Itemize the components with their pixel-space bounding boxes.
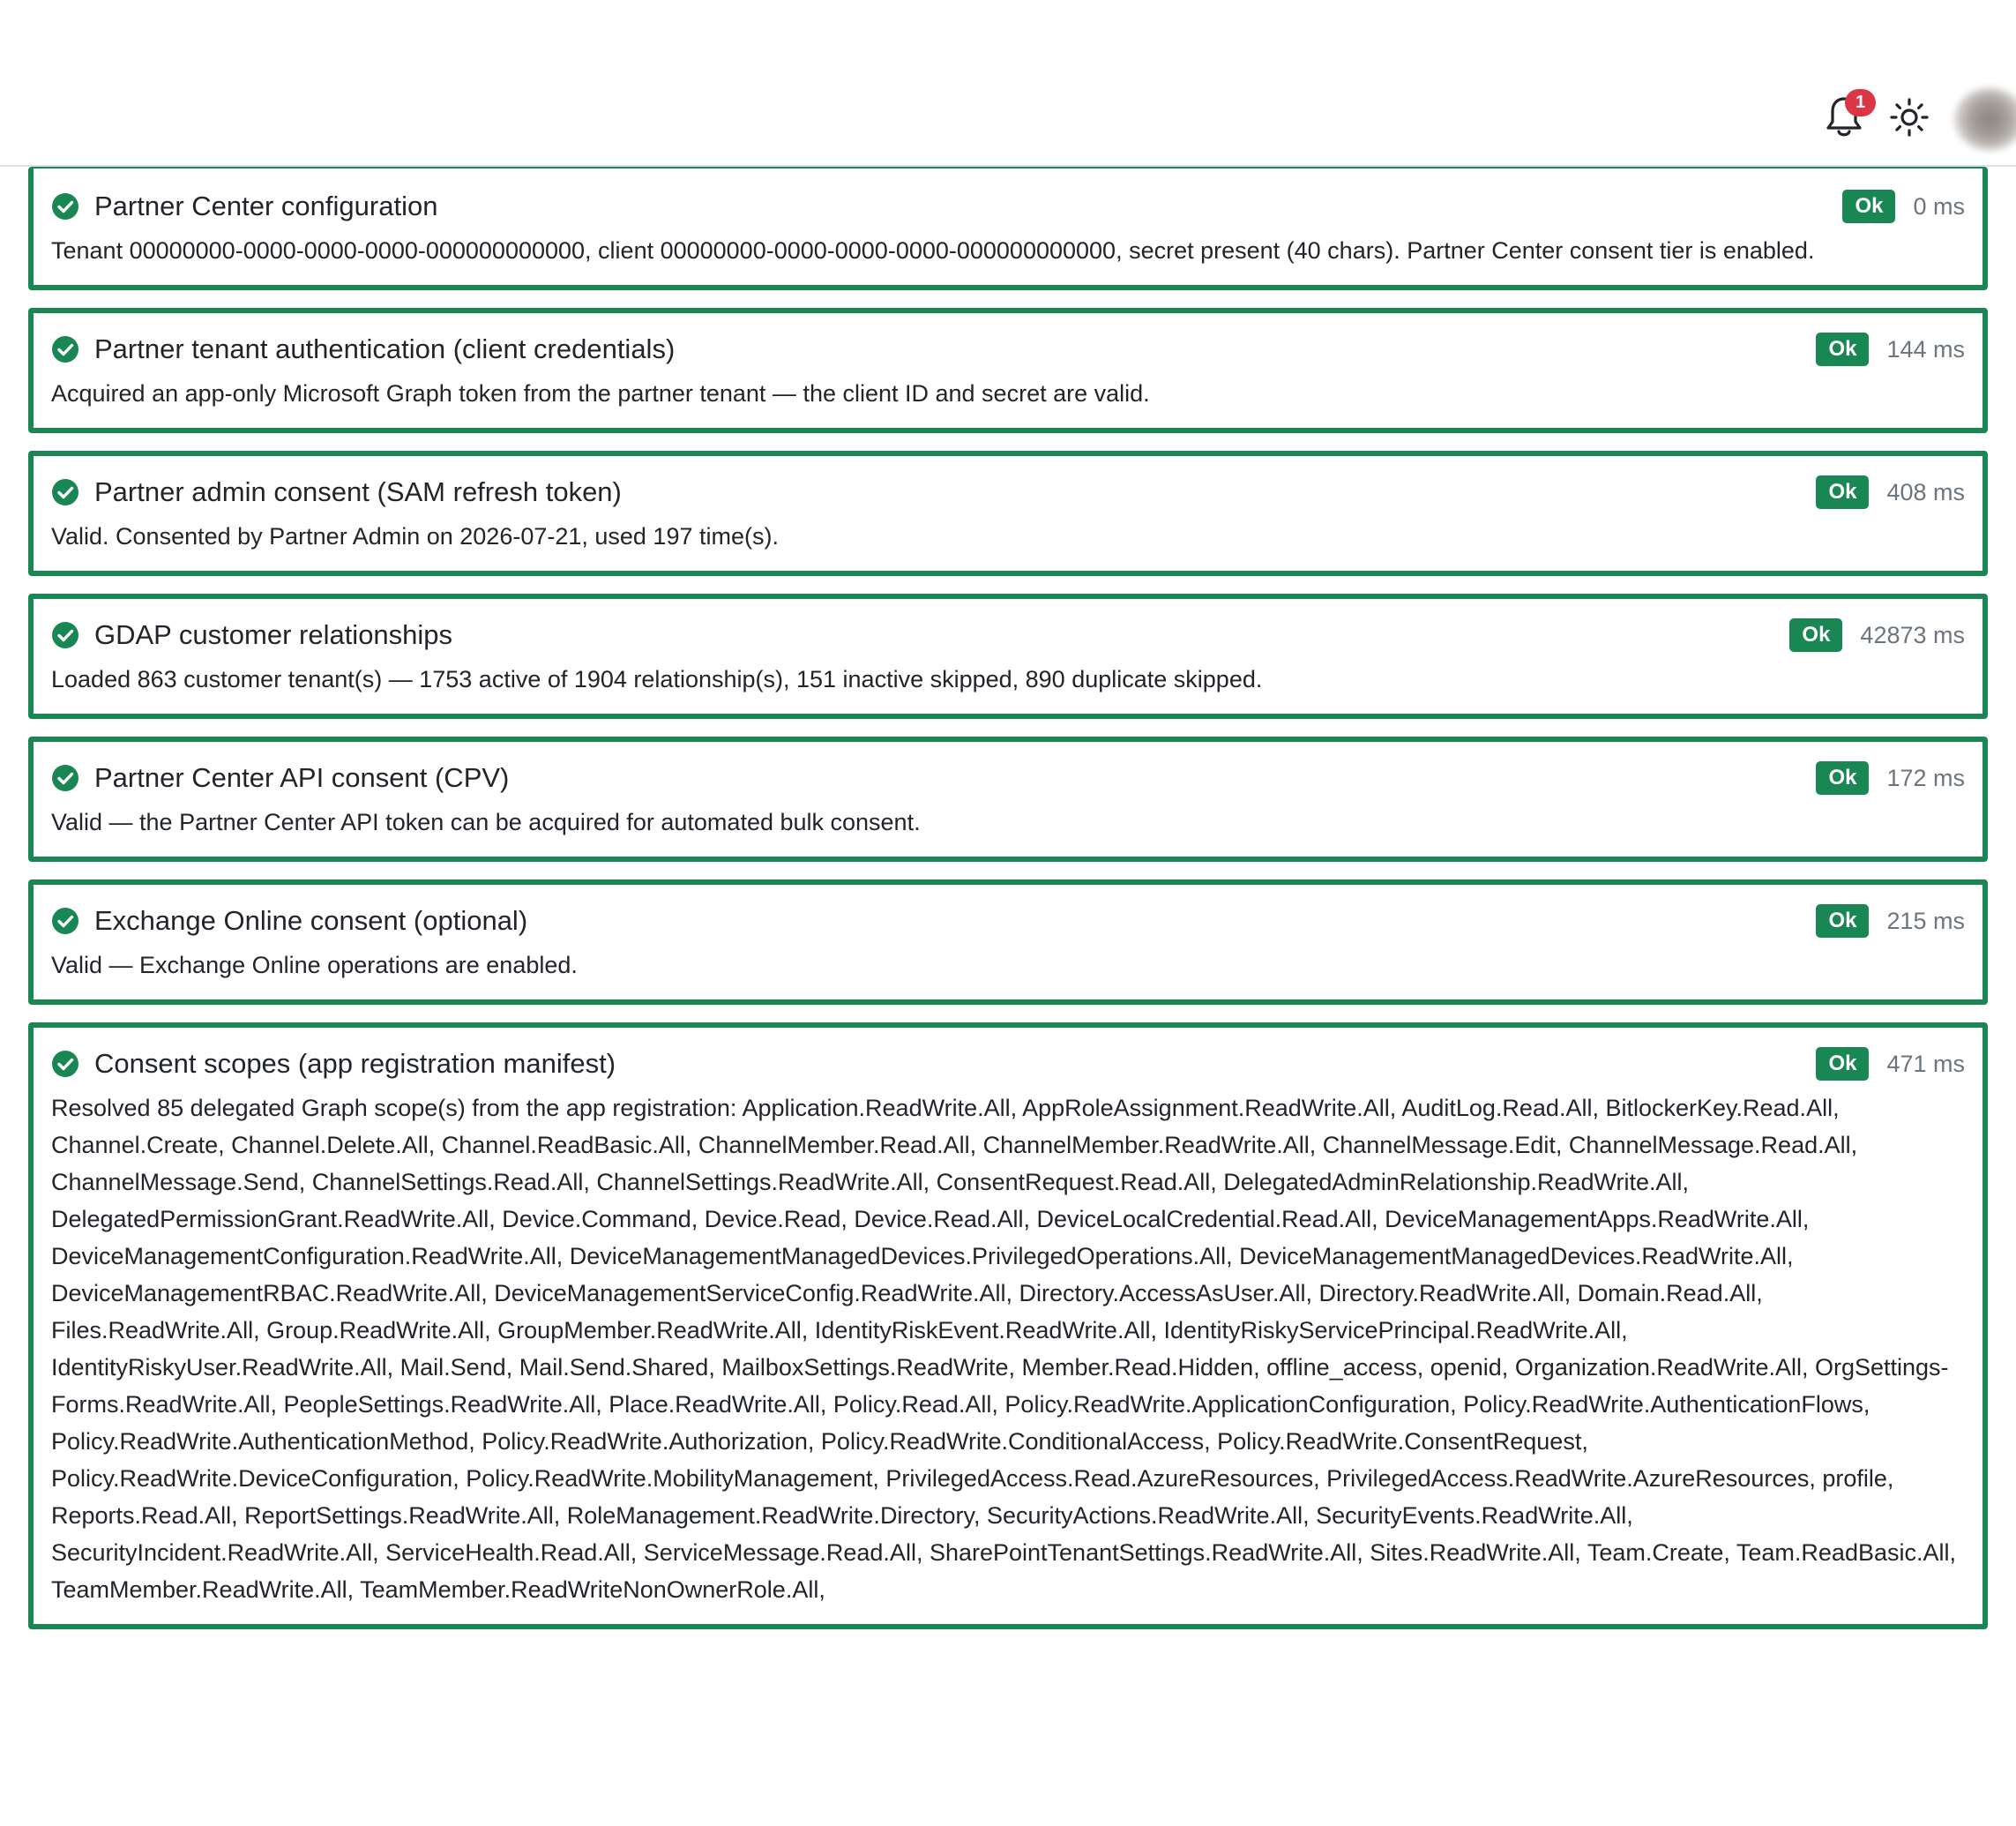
check-duration: 471 ms <box>1886 1050 1965 1077</box>
check-circle-icon <box>51 621 79 649</box>
check-title: Partner tenant authentication (client credentials) <box>94 333 676 364</box>
check-title: Partner Center configuration <box>94 191 438 221</box>
check-duration: 0 ms <box>1913 192 1965 220</box>
check-card-partner-center-configuration <box>28 167 1988 290</box>
user-avatar[interactable] <box>1954 88 2016 150</box>
status-badge: Ok <box>1816 904 1869 938</box>
check-detail: Valid — the Partner Center API token can be acquired for automated bulk consent. <box>51 809 921 835</box>
check-card-consent-scopes <box>28 1022 1988 1629</box>
check-duration: 172 ms <box>1886 764 1965 791</box>
check-card-header <box>51 756 1965 800</box>
check-duration: 144 ms <box>1886 335 1965 363</box>
check-card-gdap-customer-relationships <box>28 594 1988 719</box>
sun-icon[interactable] <box>1890 98 1929 137</box>
notification-count-badge: 1 <box>1845 89 1876 116</box>
status-badge: Ok <box>1816 1047 1869 1081</box>
status-badge: Ok <box>1816 761 1869 795</box>
check-title: Partner Center API consent (CPV) <box>94 762 510 793</box>
check-duration: 408 ms <box>1886 478 1965 505</box>
check-title: Partner admin consent (SAM refresh token) <box>94 476 622 507</box>
check-card-partner-center-api-consent <box>28 737 1988 862</box>
status-badge: Ok <box>1816 333 1869 366</box>
top-navbar <box>0 0 2016 167</box>
check-detail: Valid — Exchange Online operations are enabled. <box>51 952 578 978</box>
check-title: GDAP customer relationships <box>94 619 453 650</box>
check-duration: 42873 ms <box>1860 621 1965 648</box>
check-card-partner-tenant-authentication <box>28 308 1988 433</box>
check-card-header <box>51 1042 1965 1086</box>
check-card-partner-admin-consent <box>28 451 1988 576</box>
check-detail: Loaded 863 customer tenant(s) — 1753 active of 1904 relationship(s), 151 inactive skipped, 890 duplicate skipped. <box>51 666 1263 692</box>
check-card-exchange-online-consent <box>28 879 1988 1005</box>
health-check-list <box>28 167 1988 1658</box>
check-detail: Resolved 85 delegated Graph scope(s) from the app registration: Application.ReadWrite.All, AppRoleAssignment.ReadWrite.All, AuditLog.Read.All, BitlockerKey.Read.All, Channel.Create, Channel.Delete.All, Channel.ReadBasic.All, ChannelMember.Read.All, ChannelMember.ReadWrite.All, ChannelMessage.Edit, ChannelMessage.Read.All, ChannelMessage.Send, ChannelSettings.Read.All, ChannelSettings.ReadWrite.All, ConsentRequest.Read.All, DelegatedAdminRelationship.ReadWrite.All, DelegatedPermissionGrant.ReadWrite.All, Device.Command, Device.Read, Device.Read.All, DeviceLocalCredential.Read.All, DeviceManagementApps.ReadWrite.All, DeviceManagementConfiguration.ReadWrite.All, DeviceManagementManagedDevices.PrivilegedOperations.All, DeviceManagementManagedDevices.ReadWrite.All, DeviceManagementRBAC.ReadWrite.All, DeviceManagementServiceConfig.ReadWrite.All, Directory.AccessAsUser.All, Directory.ReadWrite.All, Domain.Read.All, Files.ReadWrite.All, Group.ReadWrite.All, GroupMember.ReadWrite.All, IdentityRiskEvent.ReadWrite.All, IdentityRiskyServicePrincipal.ReadWrite.All, IdentityRiskyUser.ReadWrite.All, Mail.Send, Mail.Send.Shared, MailboxSettings.ReadWrite, Member.Read.Hidden, offline_access, openid, Organization.ReadWrite.All, OrgSettings-Forms.ReadWrite.All, PeopleSettings.ReadWrite.All, Place.ReadWrite.All, Policy.Read.All, Policy.ReadWrite.ApplicationConfiguration, Policy.ReadWrite.AuthenticationFlows, Policy.ReadWrite.AuthenticationMethod, Policy.ReadWrite.Authorization, Policy.ReadWrite.ConditionalAccess, Policy.ReadWrite.ConsentRequest, Policy.ReadWrite.DeviceConfiguration, Policy.ReadWrite.MobilityManagement, PrivilegedAccess.Read.AzureResources, PrivilegedAccess.ReadWrite.AzureResources, profile, Reports.Read.All, ReportSettings.ReadWrite.All, RoleManagement.ReadWrite.Directory, SecurityActions.ReadWrite.All, SecurityEvents.ReadWrite.All, SecurityIncident.ReadWrite.All, ServiceHealth.Read.All, ServiceMessage.Read.All, SharePointTenantSettings.ReadWrite.All, Sites.ReadWrite.All, Team.Create, Team.ReadBasic.All, TeamMember.ReadWrite.All, TeamMember.ReadWriteNonOwnerRole.All, <box>51 1095 1956 1603</box>
check-duration: 215 ms <box>1886 907 1965 934</box>
check-circle-icon <box>51 335 79 363</box>
check-circle-icon <box>51 907 79 935</box>
status-badge: Ok <box>1842 190 1895 223</box>
check-card-header <box>51 184 1965 228</box>
check-circle-icon <box>51 764 79 792</box>
check-card-header <box>51 327 1965 371</box>
check-detail: Acquired an app-only Microsoft Graph token from the partner tenant — the client ID and secret are valid. <box>51 380 1150 407</box>
check-circle-icon <box>51 192 79 221</box>
check-title: Consent scopes (app registration manifest) <box>94 1048 616 1079</box>
check-title: Exchange Online consent (optional) <box>94 905 528 936</box>
check-circle-icon <box>51 478 79 506</box>
check-detail: Tenant 00000000-0000-0000-0000-000000000000, client 00000000-0000-0000-0000-000000000000, secret present (40 chars). Partner Center consent tier is enabled. <box>51 237 1815 264</box>
check-detail: Valid. Consented by Partner Admin on 2026-07-21, used 197 time(s). <box>51 523 779 550</box>
check-circle-icon <box>51 1050 79 1078</box>
check-card-header <box>51 613 1965 657</box>
status-badge: Ok <box>1816 475 1869 509</box>
status-badge: Ok <box>1789 618 1842 652</box>
check-card-header <box>51 899 1965 943</box>
check-card-header <box>51 470 1965 514</box>
